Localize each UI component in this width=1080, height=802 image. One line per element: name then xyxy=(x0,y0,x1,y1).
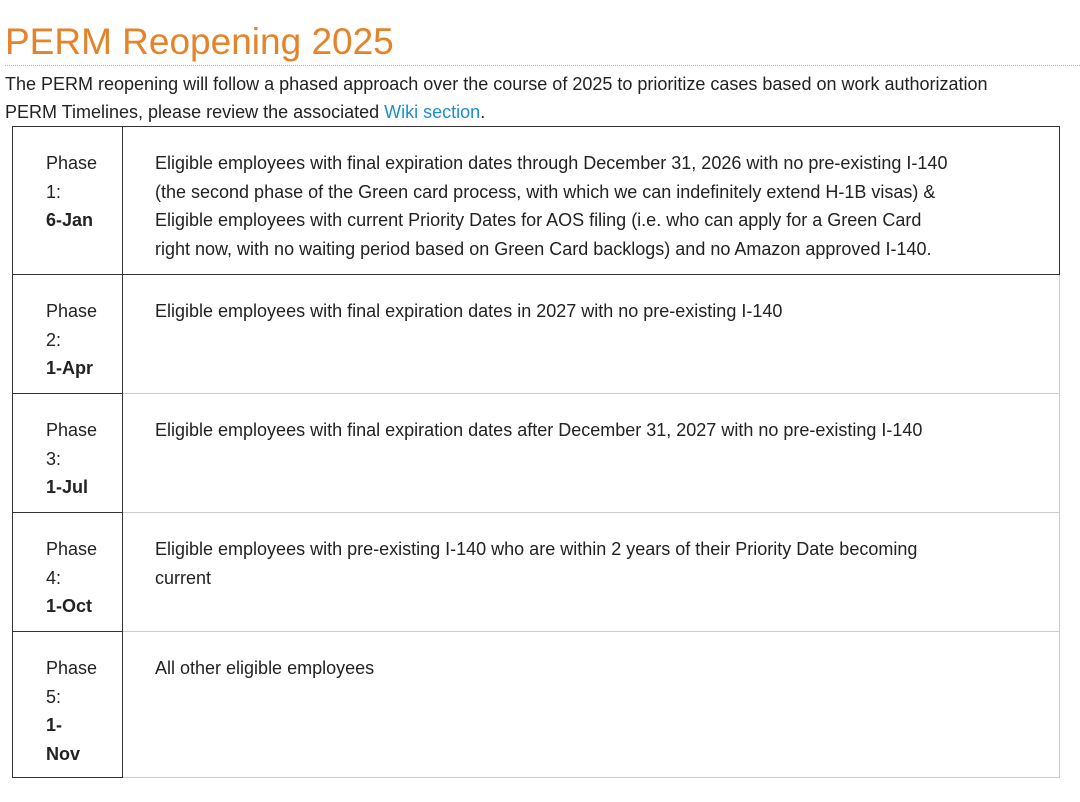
description-line: All other eligible employees xyxy=(155,658,375,678)
description-line: Eligible employees with final expiration dates through December 31, 2026 with no pre-existing I-140 xyxy=(155,153,948,173)
description-line: Eligible employees with final expiration dates after December 31, 2027 with no pre-existing I-140 xyxy=(155,420,923,440)
phase-label: Phase xyxy=(46,153,98,173)
phase-number: 5: xyxy=(46,686,62,707)
description-line: Eligible employees with final expiration dates in 2027 with no pre-existing I-140 xyxy=(155,301,783,321)
phase-cell-3 xyxy=(13,394,123,513)
phase-row-3 xyxy=(13,394,1060,513)
phase-row-5 xyxy=(13,632,1060,778)
phase-number: 3: xyxy=(46,448,62,469)
wiki-section-link[interactable]: Wiki section xyxy=(384,102,481,122)
description-line: right now, with no waiting period based on Green Card backlogs) and no Amazon approved I-140. xyxy=(155,238,932,259)
intro-paragraph xyxy=(5,70,1080,126)
phase-description-4 xyxy=(123,513,1060,632)
description-line: (the second phase of the Green card process, with which we can indefinitely extend H-1B visas) & xyxy=(155,181,936,202)
phase-date: 1-Jul xyxy=(46,477,89,497)
phase-row-4 xyxy=(13,513,1060,632)
phase-cell-5 xyxy=(13,632,123,778)
phase-description-1 xyxy=(123,127,1060,275)
phase-label: Phase xyxy=(46,539,98,559)
phase-date-line-2: Nov xyxy=(46,743,81,764)
intro-line-2 xyxy=(5,98,1080,126)
page-title: PERM Reopening 2025 xyxy=(5,21,394,62)
title-divider xyxy=(5,65,1080,66)
phase-table xyxy=(12,126,1060,778)
intro-line-2-prefix: PERM Timelines, please review the associated xyxy=(5,102,385,122)
intro-line-2-suffix: . xyxy=(480,102,486,122)
phase-description-3 xyxy=(123,394,1060,513)
phase-description-5 xyxy=(123,632,1060,778)
description-line: current xyxy=(155,567,212,588)
phase-date-line-1: 1- xyxy=(46,715,63,735)
phase-date: 6-Jan xyxy=(46,210,94,230)
description-line: Eligible employees with current Priority Dates for AOS filing (i.e. who can apply for a Green Card xyxy=(155,210,922,230)
phase-label: Phase xyxy=(46,658,98,678)
phase-row-1 xyxy=(13,127,1060,275)
phase-label: Phase xyxy=(46,420,98,440)
phase-number: 4: xyxy=(46,567,62,588)
phase-date: 1-Apr xyxy=(46,358,94,378)
phase-cell-4 xyxy=(13,513,123,632)
phase-number: 2: xyxy=(46,329,62,350)
phase-cell-2 xyxy=(13,275,123,394)
phase-number: 1: xyxy=(46,181,62,202)
phase-date: 1-Oct xyxy=(46,596,93,616)
phase-description-2 xyxy=(123,275,1060,394)
description-line: Eligible employees with pre-existing I-140 who are within 2 years of their Priority Date becoming xyxy=(155,539,918,559)
phase-row-2 xyxy=(13,275,1060,394)
phase-label: Phase xyxy=(46,301,98,321)
intro-line-1: The PERM reopening will follow a phased approach over the course of 2025 to prioritize cases based on work authorization xyxy=(5,74,988,94)
phase-cell-1 xyxy=(13,127,123,275)
